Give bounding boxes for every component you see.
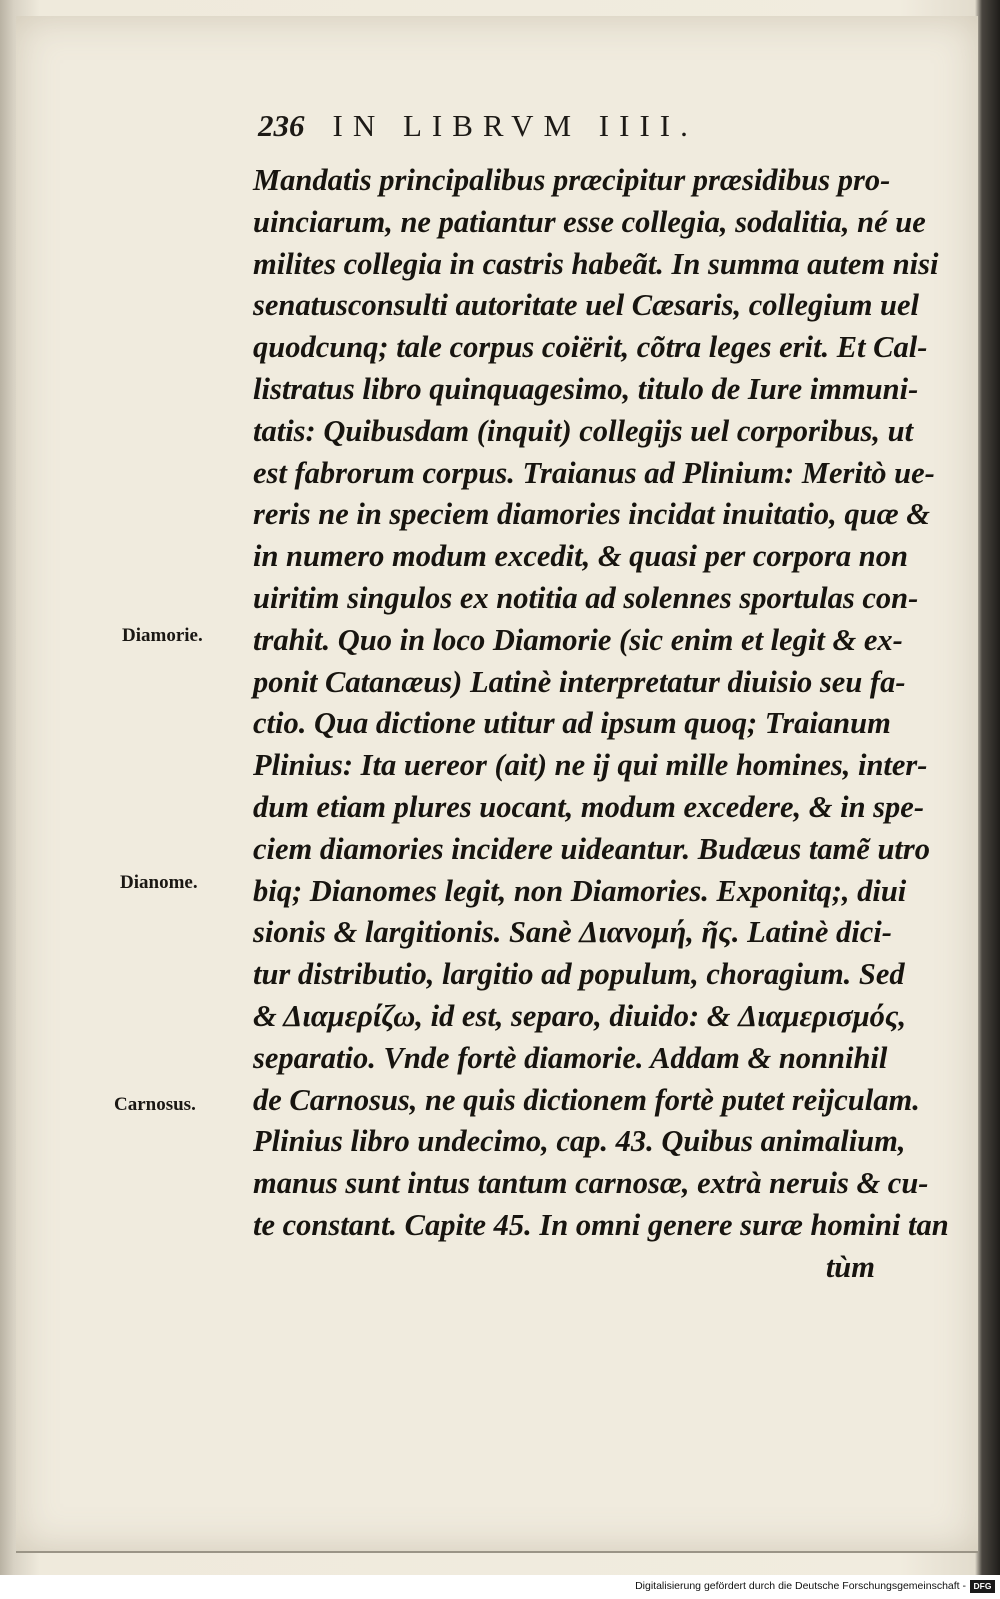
text-line: Plinius libro undecimo, cap. 43. Quibus animalium, (253, 1124, 906, 1159)
text-line: ponit Catanæus) Latinè interpretatur diuisio seu fa- (253, 664, 906, 699)
running-title: IN LIBRVM IIII. (332, 108, 698, 143)
text-line: est fabrorum corpus. Traianus ad Plinium: Meritò ue- (253, 455, 935, 490)
text-line: trahit. Quo in loco Diamorie (sic enim et legit & ex- (253, 622, 903, 657)
text-line: ctio. Qua dictione utitur ad ipsum quoq; Traianum (253, 706, 891, 741)
text-line: Plinius: Ita uereor (ait) ne ij qui mille homines, inter- (253, 748, 928, 783)
body-text (253, 160, 949, 1289)
dfg-logo: DFG (970, 1580, 995, 1593)
text-line: separatio. Vnde fortè diamorie. Addam & nonnihil (253, 1040, 888, 1075)
text-line: tatis: Quibusdam (inquit) collegijs uel corporibus, ut (253, 413, 914, 448)
footer-bar (0, 1575, 1000, 1599)
text-line: ciem diamories incidere uideantur. Budæus tamẽ utro (253, 831, 931, 866)
text-line: milites collegia in castris habeãt. In summa autem nisi (253, 246, 939, 281)
text-line: tur distributio, largitio ad populum, choragium. Sed (253, 957, 905, 992)
catchword: tùm (825, 1249, 875, 1284)
text-line: dum etiam plures uocant, modum excedere, & in spe- (253, 789, 924, 824)
margin-note-diamorie: Diamorie. (122, 625, 203, 646)
digitization-credit: Digitalisierung gefördert durch die Deutsche Forschungsgemeinschaft - (635, 1580, 966, 1592)
margin-note-carnosus: Carnosus. (114, 1094, 196, 1115)
text-line: listratus libro quinquagesimo, titulo de Iure immuni- (253, 371, 919, 406)
text-line: te constant. Capite 45. In omni genere suræ homini tan (253, 1207, 949, 1242)
text-line: manus sunt intus tantum carnosæ, extrà neruis & cu- (253, 1166, 929, 1201)
text-line: uiritim singulos ex notitia ad solennes sportulas con- (253, 580, 919, 615)
text-line: & Διαμερίζω, id est, separo, diuido: & Διαμερισμός, (253, 998, 907, 1033)
page-number: 236 (258, 108, 305, 143)
text-line: Mandatis principalibus præcipitur præsidibus pro- (253, 163, 891, 197)
text-line: senatusconsulti autoritate uel Cæsaris, collegium uel (253, 288, 920, 323)
text-line: reris ne in speciem diamories incidat inuitatio, quæ & (253, 497, 930, 532)
text-line: biq; Dianomes legit, non Diamories. Exponitq;, diui (253, 873, 907, 908)
text-line: uinciarum, ne patiantur esse collegia, sodalitia, né ue (253, 204, 926, 239)
page-header (258, 108, 898, 148)
text-line: in numero modum excedit, & quasi per corpora non (253, 539, 908, 574)
text-line: sionis & largitionis. Sanè Διανομή, ῆς. Latinè dici- (253, 915, 892, 950)
margin-note-dianome: Dianome. (120, 872, 198, 893)
text-line: quodcunq; tale corpus coiërit, cõtra leges erit. Et Cal- (253, 330, 928, 365)
text-line: de Carnosus, ne quis dictionem fortè putet reijculam. (253, 1082, 920, 1117)
